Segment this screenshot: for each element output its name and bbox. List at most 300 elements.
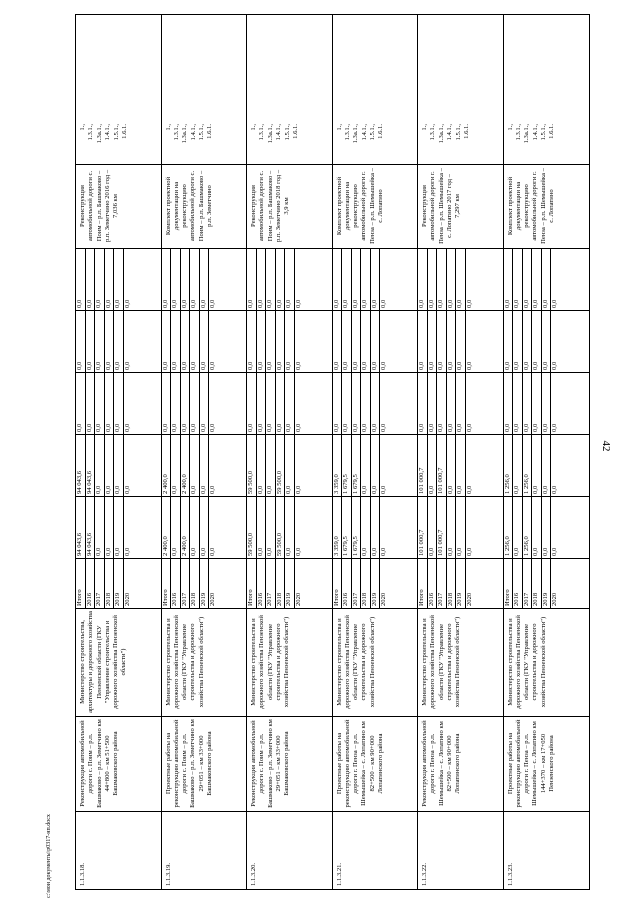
total-cell-value: 0,0 — [447, 497, 457, 558]
federal-budget-cell-value: 0,0 — [456, 373, 466, 434]
total-cell-value: 101 000,7 — [418, 497, 428, 558]
indicator-code: 1.3.1., — [258, 124, 266, 141]
indicator-code: 1.3.1., — [87, 124, 95, 141]
total-cell-value: 1 679,5 — [352, 497, 362, 558]
year-cell-value: 2018 — [361, 559, 371, 608]
indicator-code: 1.3а.1., — [266, 124, 274, 144]
federal-budget-cell-value: 0,0 — [333, 373, 343, 434]
indicator-codes — [247, 122, 332, 164]
year-cell-value: 2020 — [380, 592, 388, 606]
extra-budget-cell-value: 0,0 — [114, 249, 124, 310]
extra-budget-cell-value: 0,0 — [285, 249, 295, 310]
year-cell-value: 2018 — [532, 559, 542, 608]
footer-file-path: c:\мои документы\p0317-нп.docx — [46, 814, 52, 898]
indicator-code: 1.6.1. — [548, 124, 556, 139]
regional-budget-cell-value: 59 500,0 — [247, 435, 257, 496]
local-budget-cell-value: 0,0 — [257, 311, 267, 372]
federal-budget-cell-value: 0,0 — [447, 373, 457, 434]
regional-budget-cell-value: 0,0 — [171, 435, 181, 496]
total-cell — [247, 496, 332, 558]
local-budget-cell-value: 0,0 — [181, 311, 191, 372]
total-cell-value: 0,0 — [285, 497, 295, 558]
local-budget-cell-value: 0,0 — [333, 311, 343, 372]
regional-budget-cell — [504, 434, 590, 496]
total-cell-value: 0,0 — [428, 497, 438, 558]
indicator-code: 1.3.1., — [172, 124, 180, 141]
local-budget-cell-value: 0,0 — [95, 311, 105, 372]
year-cell-value: 2018 — [276, 559, 286, 608]
extra-budget-cell-value: 0,0 — [123, 299, 131, 308]
extra-budget-cell — [76, 248, 161, 310]
result-indicator: Комплект проектной документации на реконструкцию автомобильной дороги г. Пенза – р.п. Шемышейка – с. Лопатино — [333, 164, 418, 248]
total-cell — [418, 496, 503, 558]
regional-budget-cell-value: 0,0 — [542, 435, 552, 496]
federal-budget-cell-value: 0,0 — [190, 373, 200, 434]
indicator-code: 1.6.1. — [377, 124, 385, 139]
extra-budget-cell — [504, 248, 590, 310]
regional-budget-cell-value: 0,0 — [209, 485, 217, 494]
result-indicator: Комплект проектной документации на реконструкцию автомобильной дороги с. Поим – р.п. Башмаково – р.п. Земетчино — [162, 164, 247, 248]
extra-budget-cell-value: 0,0 — [523, 249, 533, 310]
regional-budget-cell-value: 1 679,5 — [352, 435, 362, 496]
regional-budget-cell-value: 0,0 — [428, 435, 438, 496]
total-cell-value: 59 500,0 — [276, 497, 286, 558]
federal-budget-cell-value: 0,0 — [76, 373, 86, 434]
total-cell-value: 0,0 — [95, 497, 105, 558]
local-budget-cell-value: 0,0 — [247, 311, 257, 372]
year-cell-value: Итого — [333, 559, 343, 608]
local-budget-cell-value: 0,0 — [532, 311, 542, 372]
regional-budget-cell-value: 0,0 — [257, 435, 267, 496]
federal-budget-cell — [418, 372, 503, 434]
year-cell-value: Итого — [247, 559, 257, 608]
total-cell-value: 0,0 — [380, 547, 388, 556]
extra-budget-cell-value: 0,0 — [418, 249, 428, 310]
regional-budget-cell — [162, 434, 247, 496]
extra-budget-cell-value: 0,0 — [171, 249, 181, 310]
local-budget-cell-value: 0,0 — [200, 311, 210, 372]
item-number: 1.1.3.23. — [504, 811, 590, 889]
regional-budget-cell-value: 0,0 — [105, 435, 115, 496]
federal-budget-cell-value: 0,0 — [181, 373, 191, 434]
extra-budget-cell-value: 0,0 — [513, 249, 523, 310]
local-budget-cell — [76, 310, 161, 372]
regional-budget-cell-value: 2 400,0 — [162, 435, 172, 496]
regional-budget-cell-value: 0,0 — [456, 435, 466, 496]
year-cell-value: 2016 — [257, 559, 267, 608]
regional-budget-cell-value: 0,0 — [380, 485, 388, 494]
regional-budget-cell-value: 0,0 — [123, 485, 131, 494]
local-budget-cell-value: 0,0 — [209, 361, 217, 370]
extra-budget-cell-value: 0,0 — [504, 249, 514, 310]
total-cell-value: 1 256,0 — [523, 497, 533, 558]
year-cell-value: 2020 — [551, 592, 559, 606]
federal-budget-cell-value: 0,0 — [95, 373, 105, 434]
local-budget-cell-value: 0,0 — [456, 311, 466, 372]
extra-budget-cell-value: 0,0 — [162, 249, 172, 310]
indicator-code: 1., — [335, 124, 343, 131]
federal-budget-cell-value: 0,0 — [380, 423, 388, 432]
indicator-code: 1.3.1., — [429, 124, 437, 141]
year-cell-value: 2019 — [285, 559, 295, 608]
extra-budget-cell — [162, 248, 247, 310]
program-table — [75, 14, 590, 890]
local-budget-cell — [333, 310, 418, 372]
local-budget-cell-value: 0,0 — [276, 311, 286, 372]
federal-budget-cell-value: 0,0 — [114, 373, 124, 434]
indicator-code: 1.6.1. — [206, 124, 214, 139]
regional-budget-cell-value: 94 043,6 — [86, 435, 96, 496]
extra-budget-cell-value: 0,0 — [371, 249, 381, 310]
year-cell-value: 2017 — [352, 559, 362, 608]
table-row — [504, 15, 590, 889]
year-cell-value: Итого — [504, 559, 514, 608]
federal-budget-cell — [504, 372, 590, 434]
year-cell — [504, 558, 590, 608]
executor: Министерство строительства, архитектуры и дорожного хозяйства Пензенской области (ГКУ "Управление строительства и дорожного хозяйства Пензенской области") — [76, 608, 161, 716]
federal-budget-cell-value: 0,0 — [504, 373, 514, 434]
year-cell-value: 2017 — [437, 559, 447, 608]
local-budget-cell-value: 0,0 — [105, 311, 115, 372]
federal-budget-cell-value: 0,0 — [266, 373, 276, 434]
regional-budget-cell-value: 0,0 — [447, 435, 457, 496]
year-cell — [162, 558, 247, 608]
extra-budget-cell-value: 0,0 — [95, 249, 105, 310]
indicator-code: 1., — [79, 124, 86, 131]
year-cell-value: 2020 — [209, 592, 217, 606]
indicator-code: 1.4.1., — [189, 124, 197, 141]
federal-budget-cell — [76, 372, 161, 434]
federal-budget-cell-value: 0,0 — [294, 423, 302, 432]
extra-budget-cell-value: 0,0 — [428, 249, 438, 310]
table-row — [162, 15, 248, 889]
total-cell-value: 0,0 — [371, 497, 381, 558]
regional-budget-cell-value: 101 000,7 — [437, 435, 447, 496]
total-cell-value: 0,0 — [542, 497, 552, 558]
extra-budget-cell-value: 0,0 — [447, 249, 457, 310]
year-cell-value: 2020 — [294, 592, 302, 606]
local-budget-cell-value: 0,0 — [380, 361, 388, 370]
total-cell-value: 0,0 — [513, 497, 523, 558]
indicator-code: 1., — [421, 124, 428, 131]
measure-name: Проектные работы на реконструкцию автомобильной дороги с. Поим – р.п. Башмаково – р.п. Земетчино км 29+051 – км 33+000 Башмаковского района — [162, 716, 247, 811]
extra-budget-cell-value: 0,0 — [266, 249, 276, 310]
local-budget-cell — [162, 310, 247, 372]
extra-budget-cell-value: 0,0 — [209, 299, 217, 308]
total-cell-value: 59 500,0 — [247, 497, 257, 558]
indicator-code: 1.4.1., — [446, 124, 454, 141]
local-budget-cell-value: 0,0 — [447, 311, 457, 372]
year-cell-value: 2020 — [123, 592, 131, 606]
extra-budget-cell-value: 0,0 — [76, 249, 86, 310]
total-cell-value: 0,0 — [190, 497, 200, 558]
federal-budget-cell-value: 0,0 — [86, 373, 96, 434]
measure-name: Реконструкция автомобильной дороги с. Поим – р.п. Башмаково – р.п. Земетчино км 29+051 – км 33+000 Башмаковского района — [247, 716, 332, 811]
total-cell-value: 0,0 — [294, 547, 302, 556]
measure-name: Проектные работы на реконструкцию автомобильной дороги г. Пенза – р.п. Шемышейка – с. Лопатино км 82+500 – км 90+000 Лопатинского района — [333, 716, 418, 811]
year-cell — [418, 558, 503, 608]
regional-budget-cell-value: 0,0 — [285, 435, 295, 496]
total-cell-value: 0,0 — [456, 497, 466, 558]
year-cell-value: 2019 — [114, 559, 124, 608]
extra-budget-cell-value: 0,0 — [380, 299, 388, 308]
regional-budget-cell-value: 0,0 — [114, 435, 124, 496]
total-cell-value: 3 359,0 — [333, 497, 343, 558]
regional-budget-cell-value: 0,0 — [371, 435, 381, 496]
total-cell-value: 1 679,5 — [342, 497, 352, 558]
result-indicator: Комплект проектной документации на реконструкцию автомобильной дороги г. Пенза – р.п. Шемышейка – с. Лопатино — [504, 164, 590, 248]
local-budget-cell-value: 0,0 — [542, 311, 552, 372]
indicator-code: 1.3а.1., — [181, 124, 189, 144]
extra-budget-cell-value: 0,0 — [247, 249, 257, 310]
indicator-code: 1.6.1. — [462, 124, 470, 139]
extra-budget-cell-value: 0,0 — [294, 299, 302, 308]
federal-budget-cell-value: 0,0 — [342, 373, 352, 434]
regional-budget-cell-value: 0,0 — [266, 435, 276, 496]
local-budget-cell-value: 0,0 — [171, 311, 181, 372]
regional-budget-cell-value: 0,0 — [95, 435, 105, 496]
page-number: 42 — [600, 440, 612, 452]
year-cell-value: 2018 — [105, 559, 115, 608]
federal-budget-cell-value: 0,0 — [523, 373, 533, 434]
local-budget-cell — [247, 310, 332, 372]
year-cell-value: Итого — [76, 559, 86, 608]
regional-budget-cell-value: 0,0 — [361, 435, 371, 496]
federal-budget-cell — [247, 372, 332, 434]
federal-budget-cell-value: 0,0 — [532, 373, 542, 434]
extra-budget-cell-value: 0,0 — [532, 249, 542, 310]
extra-budget-cell — [333, 248, 418, 310]
federal-budget-cell-value: 0,0 — [352, 373, 362, 434]
extra-budget-cell-value: 0,0 — [437, 249, 447, 310]
extra-budget-cell-value: 0,0 — [342, 249, 352, 310]
total-cell-value: 0,0 — [200, 497, 210, 558]
total-cell-value: 0,0 — [551, 547, 559, 556]
extra-budget-cell-value: 0,0 — [200, 249, 210, 310]
extra-budget-cell-value: 0,0 — [86, 249, 96, 310]
year-cell-value: 2018 — [190, 559, 200, 608]
regional-budget-cell-value: 0,0 — [190, 435, 200, 496]
table-row — [76, 15, 162, 889]
indicator-code: 1.3а.1., — [352, 124, 360, 144]
federal-budget-cell-value: 0,0 — [123, 423, 131, 432]
extra-budget-cell-value: 0,0 — [456, 249, 466, 310]
local-budget-cell-value: 0,0 — [371, 311, 381, 372]
year-cell-value: 2019 — [371, 559, 381, 608]
year-cell — [76, 558, 161, 608]
extra-budget-cell-value: 0,0 — [542, 249, 552, 310]
local-budget-cell-value: 0,0 — [162, 311, 172, 372]
federal-budget-cell-value: 0,0 — [371, 373, 381, 434]
regional-budget-cell — [333, 434, 418, 496]
regional-budget-cell-value: 0,0 — [465, 485, 473, 494]
year-cell-value: 2016 — [513, 559, 523, 608]
local-budget-cell-value: 0,0 — [551, 361, 559, 370]
indicator-code: 1.4.1., — [275, 124, 283, 141]
indicator-code: 1.5.1., — [454, 124, 462, 141]
year-cell-value: 2016 — [171, 559, 181, 608]
local-budget-cell-value: 0,0 — [266, 311, 276, 372]
regional-budget-cell-value: 0,0 — [200, 435, 210, 496]
year-cell-value: 2017 — [95, 559, 105, 608]
indicator-code: 1.3а.1., — [95, 124, 103, 144]
indicator-codes — [333, 122, 418, 164]
indicator-code: 1.3а.1., — [437, 124, 445, 144]
local-budget-cell — [504, 310, 590, 372]
total-cell — [76, 496, 161, 558]
year-cell-value: 2016 — [86, 559, 96, 608]
federal-budget-cell-value: 0,0 — [465, 423, 473, 432]
local-budget-cell-value: 0,0 — [285, 311, 295, 372]
total-cell-value: 94 043,6 — [86, 497, 96, 558]
federal-budget-cell-value: 0,0 — [418, 373, 428, 434]
total-cell-value: 0,0 — [171, 497, 181, 558]
measure-name: Реконструкция автомобильной дороги с. Поим – р.п. Башмаково – р.п. Земетчино км 44+800 – км 51+500 Башмаковского района — [76, 716, 161, 811]
year-cell-value: 2018 — [447, 559, 457, 608]
total-cell-value: 94 043,6 — [76, 497, 86, 558]
local-budget-cell-value: 0,0 — [523, 311, 533, 372]
total-cell-value: 0,0 — [257, 497, 267, 558]
total-cell — [162, 496, 247, 558]
item-number: 1.1.3.19. — [162, 811, 247, 889]
federal-budget-cell-value: 0,0 — [361, 373, 371, 434]
result-indicator: Реконструкция автомобильной дороги г. Пенза – р.п. Шемышейка – с. Лопатино 2017 год – 7,297 км — [418, 164, 503, 248]
regional-budget-cell-value: 3 359,0 — [333, 435, 343, 496]
extra-budget-cell-value: 0,0 — [361, 249, 371, 310]
regional-budget-cell-value: 1 256,0 — [504, 435, 514, 496]
item-number: 1.1.3.21. — [333, 811, 418, 889]
local-budget-cell-value: 0,0 — [418, 311, 428, 372]
regional-budget-cell-value: 2 400,0 — [181, 435, 191, 496]
year-cell — [333, 558, 418, 608]
result-indicator: Реконструкция автомобильной дороги с. Поим – р.п. Башмаково – р.п. Земетчино 2018 год – 3,9 км — [247, 164, 332, 248]
executor: Министерство строительства и дорожного хозяйства Пензенской области (ГКУ "Управление строительства и дорожного хозяйства Пензенской области") — [333, 608, 418, 716]
indicator-codes — [76, 122, 161, 164]
extra-budget-cell-value: 0,0 — [257, 249, 267, 310]
extra-budget-cell-value: 0,0 — [105, 249, 115, 310]
regional-budget-cell-value: 0,0 — [294, 485, 302, 494]
total-cell-value: 0,0 — [532, 497, 542, 558]
year-cell-value: 2019 — [456, 559, 466, 608]
regional-budget-cell-value: 1 256,0 — [523, 435, 533, 496]
total-cell-value: 0,0 — [114, 497, 124, 558]
local-budget-cell-value: 0,0 — [465, 361, 473, 370]
item-number: 1.1.3.20. — [247, 811, 332, 889]
total-cell-value: 0,0 — [105, 497, 115, 558]
indicator-code: 1., — [250, 124, 257, 131]
total-cell-value: 101 000,7 — [437, 497, 447, 558]
measure-name: Реконструкция автомобильной дороги г. Пенза – р.п. Шемышейка – с. Лопатино км 82+500 – км 90+000 Лопатинского района — [418, 716, 503, 811]
federal-budget-cell — [162, 372, 247, 434]
federal-budget-cell-value: 0,0 — [276, 373, 286, 434]
local-budget-cell-value: 0,0 — [504, 311, 514, 372]
total-cell-value: 0,0 — [209, 547, 217, 556]
federal-budget-cell-value: 0,0 — [428, 373, 438, 434]
regional-budget-cell — [418, 434, 503, 496]
federal-budget-cell-value: 0,0 — [542, 373, 552, 434]
federal-budget-cell-value: 0,0 — [247, 373, 257, 434]
indicator-codes — [418, 122, 503, 164]
local-budget-cell-value: 0,0 — [294, 361, 302, 370]
table-row — [333, 15, 419, 889]
regional-budget-cell — [76, 434, 161, 496]
federal-budget-cell-value: 0,0 — [105, 373, 115, 434]
local-budget-cell-value: 0,0 — [114, 311, 124, 372]
federal-budget-cell-value: 0,0 — [437, 373, 447, 434]
year-cell-value: 2016 — [428, 559, 438, 608]
total-cell — [333, 496, 418, 558]
year-cell-value: Итого — [162, 559, 172, 608]
year-cell-value: 2016 — [342, 559, 352, 608]
total-cell — [504, 496, 590, 558]
local-budget-cell-value: 0,0 — [513, 311, 523, 372]
indicator-code: 1., — [164, 124, 172, 131]
federal-budget-cell-value: 0,0 — [200, 373, 210, 434]
total-cell-value: 0,0 — [266, 497, 276, 558]
regional-budget-cell-value: 1 679,5 — [342, 435, 352, 496]
item-number: 1.1.3.22. — [418, 811, 503, 889]
year-cell-value: 2019 — [542, 559, 552, 608]
extra-budget-cell-value: 0,0 — [551, 299, 559, 308]
regional-budget-cell-value: 59 500,0 — [276, 435, 286, 496]
federal-budget-cell-value: 0,0 — [551, 423, 559, 432]
indicator-code: 1.5.1., — [369, 124, 377, 141]
federal-budget-cell-value: 0,0 — [162, 373, 172, 434]
regional-budget-cell-value: 0,0 — [513, 435, 523, 496]
local-budget-cell-value: 0,0 — [352, 311, 362, 372]
item-number: 1.1.3.18. — [76, 811, 161, 889]
local-budget-cell-value: 0,0 — [123, 361, 131, 370]
indicator-code: 1.3а.1., — [523, 124, 531, 144]
regional-budget-cell-value: 0,0 — [532, 435, 542, 496]
federal-budget-cell-value: 0,0 — [209, 423, 217, 432]
indicator-code: 1., — [506, 124, 514, 131]
local-budget-cell-value: 0,0 — [76, 311, 86, 372]
federal-budget-cell-value: 0,0 — [513, 373, 523, 434]
year-cell-value: 2017 — [266, 559, 276, 608]
local-budget-cell-value: 0,0 — [437, 311, 447, 372]
extra-budget-cell-value: 0,0 — [181, 249, 191, 310]
total-cell-value: 0,0 — [361, 497, 371, 558]
local-budget-cell-value: 0,0 — [190, 311, 200, 372]
indicator-codes — [162, 122, 247, 164]
total-cell-value: 2 400,0 — [181, 497, 191, 558]
extra-budget-cell-value: 0,0 — [352, 249, 362, 310]
indicator-code: 1.3.1., — [514, 124, 522, 141]
federal-budget-cell-value: 0,0 — [257, 373, 267, 434]
extra-budget-cell — [418, 248, 503, 310]
indicator-code: 1.5.1., — [283, 124, 291, 141]
extra-budget-cell-value: 0,0 — [333, 249, 343, 310]
regional-budget-cell-value: 0,0 — [551, 485, 559, 494]
executor: Министерство строительства и дорожного хозяйства Пензенской области (ГКУ "Управление строительства и дорожного хозяйства Пензенской области") — [504, 608, 590, 716]
total-cell-value: 0,0 — [465, 547, 473, 556]
extra-budget-cell-value: 0,0 — [465, 299, 473, 308]
executor: Министерство строительства и дорожного хозяйства Пензенской области (ГКУ "Управление строительства и дорожного хозяйства Пензенской области") — [247, 608, 332, 716]
indicator-code: 1.5.1., — [540, 124, 548, 141]
regional-budget-cell-value: 101 000,7 — [418, 435, 428, 496]
indicator-code: 1.4.1., — [531, 124, 539, 141]
total-cell-value: 1 256,0 — [504, 497, 514, 558]
local-budget-cell-value: 0,0 — [342, 311, 352, 372]
executor: Министерство строительства и дорожного хозяйства Пензенской области (ГКУ "Управление строительства и дорожного хозяйства Пензенской области") — [418, 608, 503, 716]
local-budget-cell — [418, 310, 503, 372]
table-row — [247, 15, 333, 889]
executor: Министерство строительства и дорожного хозяйства Пензенской области (ГКУ "Управление строительства и дорожного хозяйства Пензенской области") — [162, 608, 247, 716]
extra-budget-cell-value: 0,0 — [276, 249, 286, 310]
year-cell-value: 2019 — [200, 559, 210, 608]
total-cell-value: 2 400,0 — [162, 497, 172, 558]
